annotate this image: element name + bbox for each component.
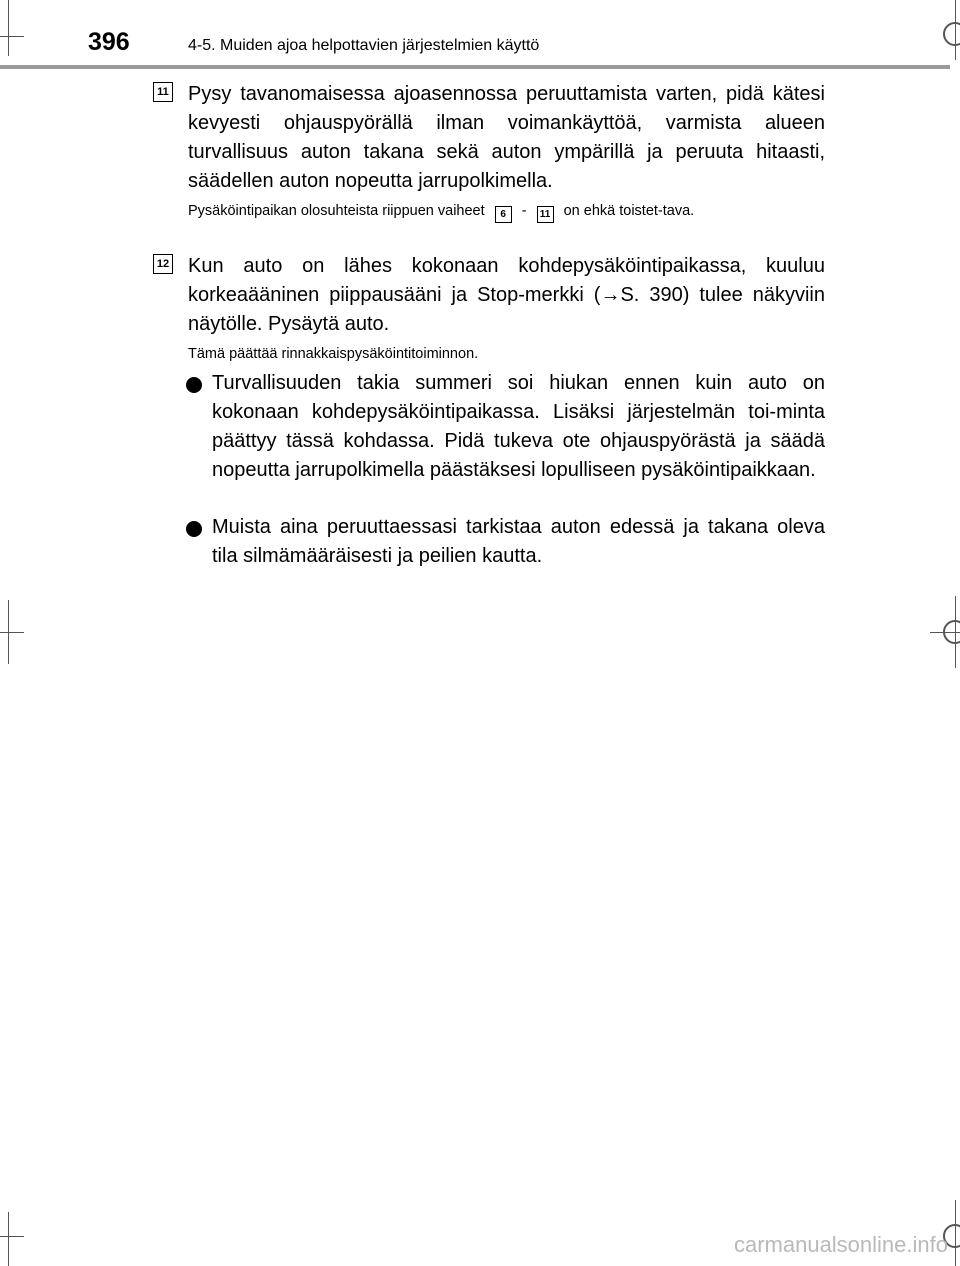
crop-mark-line	[8, 600, 9, 664]
crop-mark-line	[955, 596, 956, 668]
inline-step-box: 11	[537, 206, 554, 223]
inline-step-box: 6	[495, 206, 512, 223]
bullet-text: Turvallisuuden takia summeri soi hiukan ennen kuin auto on kokonaan kohdepysäköintipaikassa. Lisäksi järjestelmän toi-minta päättyy tässä kohdassa. Pidä tukeva ote ohjauspyörästä ja säädä nopeutta jarrupolkimella päästäksesi lopulliseen pysäköintipaikkaan.	[212, 372, 825, 481]
crop-mark-line	[8, 0, 9, 56]
crop-mark-line	[0, 36, 24, 37]
crop-mark-line	[955, 1200, 956, 1266]
step-note: Tämä päättää rinnakkaispysäköintitoiminnon.	[188, 346, 479, 362]
step-text: Kun auto on lähes kokonaan kohdepysäköintipaikassa, kuuluu korkeaääninen piippausääni ja Stop-merkki (→S. 390) tulee näkyviin näytölle. Pysäytä auto.	[188, 255, 825, 335]
watermark: carmanualsonline.info	[733, 1232, 948, 1257]
page-number: 396	[88, 28, 130, 56]
crop-mark-top-right	[943, 22, 960, 46]
note-text: Pysäköintipaikan olosuhteista riippuen vaiheet	[188, 203, 485, 219]
crop-mark-line	[955, 0, 956, 60]
step-note	[188, 202, 825, 223]
section-title: 4-5. Muiden ajoa helpottavien järjestelmien käyttö	[188, 37, 540, 54]
bullet-icon	[186, 377, 202, 393]
note-separator: -	[521, 203, 527, 219]
crop-mark-line	[0, 1236, 24, 1237]
bullet-text: Muista aina peruuttaessasi tarkistaa auton edessä ja takana oleva tila silmämääräisesti ja peilien kautta.	[212, 516, 825, 567]
step-text: Pysy tavanomaisessa ajoasennossa peruuttamista varten, pidä kätesi kevyesti ohjauspyörällä ilman voimankäyttöä, varmista alueen turvallisuus auton takana sekä auton ympärillä ja peruuta hitaasti, säädellen auton nopeutta jarrupolkimella.	[188, 83, 825, 192]
header-rule	[0, 65, 950, 69]
step-number-box: 12	[153, 254, 173, 274]
crop-mark-line	[8, 1212, 9, 1266]
bullet-icon	[186, 521, 202, 537]
step-number-box: 11	[153, 82, 173, 102]
note-text: on ehkä toistet-tava.	[563, 203, 695, 219]
crop-mark-line	[0, 632, 24, 633]
